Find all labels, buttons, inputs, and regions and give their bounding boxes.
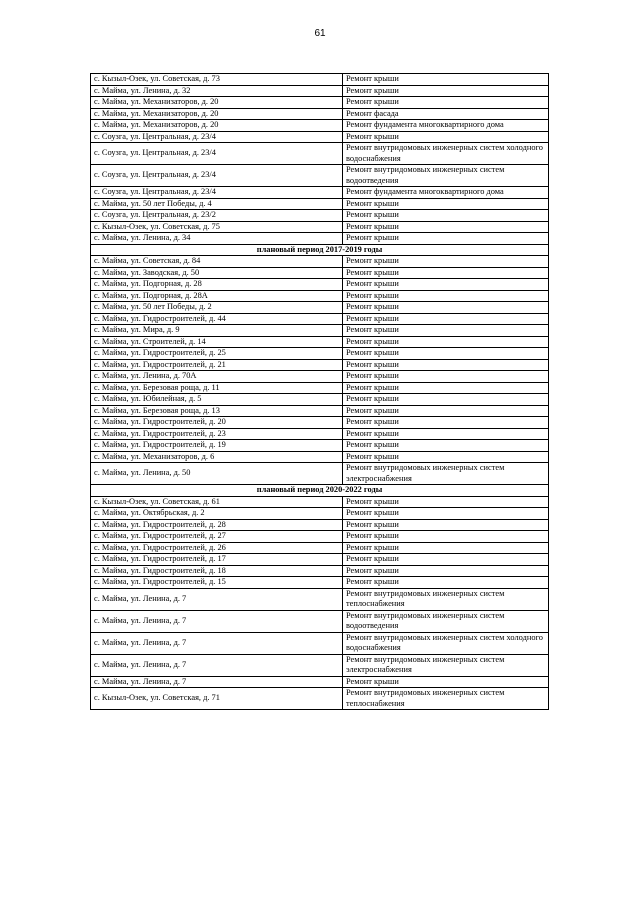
work-type-cell: Ремонт внутридомовых инженерных систем электроснабжения [343, 463, 549, 485]
work-type-cell: Ремонт крыши [343, 290, 549, 302]
table-body [91, 74, 549, 710]
work-type-cell: Ремонт крыши [343, 233, 549, 245]
section-header-row [91, 485, 549, 497]
table-row [91, 325, 549, 337]
address-cell: с. Майма, ул. Ленина, д. 7 [91, 676, 343, 688]
address-cell: с. Майма, ул. Гидростроителей, д. 21 [91, 359, 343, 371]
work-type-cell: Ремонт крыши [343, 417, 549, 429]
table-row [91, 688, 549, 710]
work-type-cell: Ремонт крыши [343, 382, 549, 394]
section-title: плановый период 2020-2022 годы [91, 485, 549, 497]
address-cell: с. Майма, ул. Гидростроителей, д. 26 [91, 542, 343, 554]
table-row [91, 74, 549, 86]
table-row [91, 221, 549, 233]
table-row [91, 588, 549, 610]
address-cell: с. Майма, ул. Березовая роща, д. 11 [91, 382, 343, 394]
work-type-cell: Ремонт крыши [343, 554, 549, 566]
address-cell: с. Майма, ул. Березовая роща, д. 13 [91, 405, 343, 417]
work-type-cell: Ремонт крыши [343, 394, 549, 406]
work-type-cell: Ремонт крыши [343, 279, 549, 291]
work-type-cell: Ремонт крыши [343, 210, 549, 222]
page-number: 61 [314, 28, 326, 39]
address-cell: с. Соузга, ул. Центральная, д. 23/4 [91, 131, 343, 143]
work-type-cell: Ремонт внутридомовых инженерных систем холодного водоснабжения [343, 632, 549, 654]
work-type-cell: Ремонт крыши [343, 97, 549, 109]
address-cell: с. Майма, ул. Гидростроителей, д. 25 [91, 348, 343, 360]
table-row [91, 302, 549, 314]
table-row [91, 267, 549, 279]
table-row [91, 496, 549, 508]
table-row [91, 565, 549, 577]
address-cell: с. Майма, ул. Гидростроителей, д. 28 [91, 519, 343, 531]
work-type-cell: Ремонт крыши [343, 336, 549, 348]
address-cell: с. Майма, ул. Гидростроителей, д. 44 [91, 313, 343, 325]
address-cell: с. Майма, ул. Ленина, д. 7 [91, 610, 343, 632]
table-row [91, 143, 549, 165]
work-type-cell: Ремонт крыши [343, 451, 549, 463]
work-type-cell: Ремонт крыши [343, 531, 549, 543]
table-row [91, 359, 549, 371]
table-row [91, 405, 549, 417]
table-row [91, 519, 549, 531]
address-cell: с. Кызыл-Озек, ул. Советская, д. 71 [91, 688, 343, 710]
work-type-cell: Ремонт внутридомовых инженерных систем теплоснабжения [343, 688, 549, 710]
work-type-cell: Ремонт крыши [343, 496, 549, 508]
table-row [91, 279, 549, 291]
work-type-cell: Ремонт крыши [343, 440, 549, 452]
table-row [91, 394, 549, 406]
address-cell: с. Майма, ул. Гидростроителей, д. 15 [91, 577, 343, 589]
table-row [91, 131, 549, 143]
work-type-cell: Ремонт фундамента многоквартирного дома [343, 120, 549, 132]
table-row [91, 508, 549, 520]
work-type-cell: Ремонт крыши [343, 565, 549, 577]
work-type-cell: Ремонт крыши [343, 74, 549, 86]
address-cell: с. Майма, ул. Гидростроителей, д. 17 [91, 554, 343, 566]
table-row [91, 417, 549, 429]
work-type-cell: Ремонт внутридомовых инженерных систем водоотведения [343, 610, 549, 632]
table-row [91, 290, 549, 302]
work-type-cell: Ремонт внутридомовых инженерных систем холодного водоснабжения [343, 143, 549, 165]
table-row [91, 654, 549, 676]
table-row [91, 336, 549, 348]
table-row [91, 198, 549, 210]
work-type-cell: Ремонт крыши [343, 405, 549, 417]
section-header-row [91, 244, 549, 256]
address-cell: с. Майма, ул. Заводская, д. 50 [91, 267, 343, 279]
table-row [91, 610, 549, 632]
table-row [91, 676, 549, 688]
address-cell: с. Майма, ул. Гидростроителей, д. 20 [91, 417, 343, 429]
table-row [91, 210, 549, 222]
work-type-cell: Ремонт крыши [343, 221, 549, 233]
work-type-cell: Ремонт внутридомовых инженерных систем теплоснабжения [343, 588, 549, 610]
work-type-cell: Ремонт крыши [343, 676, 549, 688]
work-type-cell: Ремонт крыши [343, 267, 549, 279]
address-cell: с. Майма, ул. Подгорная, д. 28 [91, 279, 343, 291]
address-cell: с. Майма, ул. Гидростроителей, д. 27 [91, 531, 343, 543]
address-cell: с. Майма, ул. Ленина, д. 7 [91, 588, 343, 610]
work-type-cell: Ремонт фасада [343, 108, 549, 120]
address-cell: с. Майма, ул. Ленина, д. 7 [91, 654, 343, 676]
address-cell: с. Майма, ул. Подгорная, д. 28А [91, 290, 343, 302]
work-type-cell: Ремонт крыши [343, 428, 549, 440]
table-row [91, 531, 549, 543]
section-title: плановый период 2017-2019 годы [91, 244, 549, 256]
table-row [91, 632, 549, 654]
address-cell: с. Майма, ул. 50 лет Победы, д. 2 [91, 302, 343, 314]
address-cell: с. Соузга, ул. Центральная, д. 23/2 [91, 210, 343, 222]
address-cell: с. Майма, ул. 50 лет Победы, д. 4 [91, 198, 343, 210]
address-cell: с. Майма, ул. Механизаторов, д. 6 [91, 451, 343, 463]
table-row [91, 97, 549, 109]
work-type-cell: Ремонт фундамента многоквартирного дома [343, 187, 549, 199]
table-row [91, 233, 549, 245]
work-type-cell: Ремонт крыши [343, 325, 549, 337]
table-row [91, 371, 549, 383]
table-row [91, 542, 549, 554]
work-type-cell: Ремонт крыши [343, 198, 549, 210]
work-type-cell: Ремонт крыши [343, 85, 549, 97]
table-row [91, 85, 549, 97]
table-row [91, 451, 549, 463]
address-cell: с. Кызыл-Озек, ул. Советская, д. 73 [91, 74, 343, 86]
address-cell: с. Кызыл-Озек, ул. Советская, д. 61 [91, 496, 343, 508]
work-type-cell: Ремонт крыши [343, 348, 549, 360]
work-type-cell: Ремонт внутридомовых инженерных систем электроснабжения [343, 654, 549, 676]
table-row [91, 382, 549, 394]
work-type-cell: Ремонт крыши [343, 508, 549, 520]
address-cell: с. Майма, ул. Механизаторов, д. 20 [91, 120, 343, 132]
work-type-cell: Ремонт крыши [343, 131, 549, 143]
work-type-cell: Ремонт крыши [343, 302, 549, 314]
table-row [91, 440, 549, 452]
address-cell: с. Майма, ул. Ленина, д. 32 [91, 85, 343, 97]
work-type-cell: Ремонт крыши [343, 359, 549, 371]
address-cell: с. Соузга, ул. Центральная, д. 23/4 [91, 165, 343, 187]
work-type-cell: Ремонт крыши [343, 542, 549, 554]
address-cell: с. Соузга, ул. Центральная, д. 23/4 [91, 187, 343, 199]
address-cell: с. Майма, ул. Ленина, д. 70А [91, 371, 343, 383]
address-cell: с. Майма, ул. Ленина, д. 50 [91, 463, 343, 485]
address-cell: с. Майма, ул. Мира, д. 9 [91, 325, 343, 337]
address-cell: с. Майма, ул. Ленина, д. 7 [91, 632, 343, 654]
address-cell: с. Майма, ул. Механизаторов, д. 20 [91, 97, 343, 109]
table-row [91, 120, 549, 132]
table-row [91, 463, 549, 485]
address-cell: с. Майма, ул. Гидростроителей, д. 18 [91, 565, 343, 577]
work-type-cell: Ремонт крыши [343, 577, 549, 589]
repair-schedule-table [90, 73, 549, 710]
table-row [91, 313, 549, 325]
work-type-cell: Ремонт крыши [343, 371, 549, 383]
table-row [91, 428, 549, 440]
address-cell: с. Майма, ул. Механизаторов, д. 20 [91, 108, 343, 120]
address-cell: с. Майма, ул. Юбилейная, д. 5 [91, 394, 343, 406]
table-row [91, 165, 549, 187]
address-cell: с. Майма, ул. Ленина, д. 34 [91, 233, 343, 245]
table-row [91, 187, 549, 199]
work-type-cell: Ремонт крыши [343, 519, 549, 531]
work-type-cell: Ремонт крыши [343, 256, 549, 268]
work-type-cell: Ремонт крыши [343, 313, 549, 325]
work-type-cell: Ремонт внутридомовых инженерных систем водоотведения [343, 165, 549, 187]
address-cell: с. Соузга, ул. Центральная, д. 23/4 [91, 143, 343, 165]
table-row [91, 108, 549, 120]
address-cell: с. Майма, ул. Строителей, д. 14 [91, 336, 343, 348]
table-row [91, 554, 549, 566]
table-row [91, 256, 549, 268]
address-cell: с. Майма, ул. Советская, д. 84 [91, 256, 343, 268]
address-cell: с. Майма, ул. Гидростроителей, д. 19 [91, 440, 343, 452]
table-row [91, 577, 549, 589]
address-cell: с. Кызыл-Озек, ул. Советская, д. 75 [91, 221, 343, 233]
table-row [91, 348, 549, 360]
address-cell: с. Майма, ул. Октябрьская, д. 2 [91, 508, 343, 520]
address-cell: с. Майма, ул. Гидростроителей, д. 23 [91, 428, 343, 440]
